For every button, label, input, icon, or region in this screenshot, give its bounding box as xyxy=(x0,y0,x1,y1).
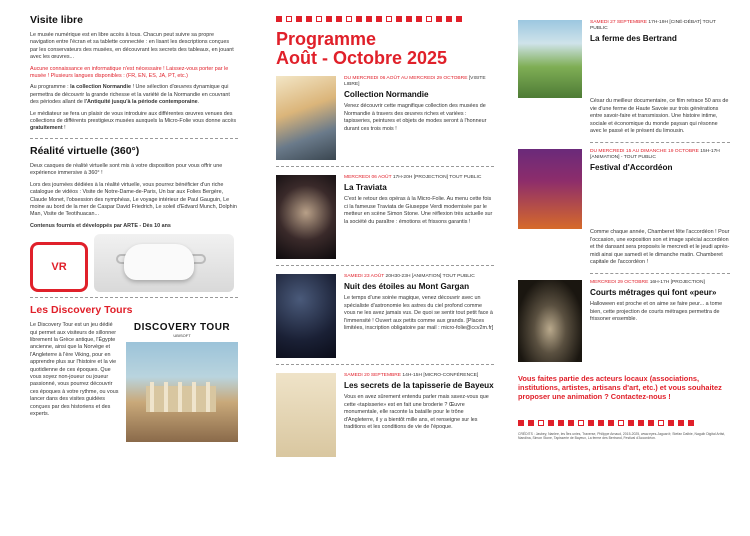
vr-visuals xyxy=(30,234,238,292)
event-date: MERCREDI 29 OCTOBRE 16H-17H [PROJECTION] xyxy=(590,279,705,285)
right-column xyxy=(508,0,750,536)
event-title: Courts métrages qui font «peur» xyxy=(590,287,717,297)
divider xyxy=(276,265,494,266)
divider xyxy=(30,297,238,298)
event-date: SAMEDI 23 AOÛT 20H30-23H [ANIMATION] TOUT PUBLIC xyxy=(344,274,475,279)
event-ferme-bertrand xyxy=(518,20,730,98)
event-image xyxy=(276,175,336,259)
visite-note: Aucune connaissance en informatique n'est nécessaire ! Laissez-vous porter par le musée ! Plusieurs langues disponibles : (FR, EN, ES, JA, PT, etc.) xyxy=(30,65,229,80)
event-text: César du meilleur documentaire, ce film retrace 50 ans de vie d'une ferme de Haute Savoie sur trois générations entre savoir-faire et transmission. Une histoire intime, sociale et économique du monde paysan qui résonne avec le passé et le présent du limousin. xyxy=(590,98,729,135)
vr-logo-icon xyxy=(30,242,88,292)
event-date: SAMEDI 20 SEPTEMBRE 14H-15H [MICRO-CONFÉRENCE] xyxy=(344,373,479,378)
event-traviata xyxy=(276,175,494,259)
event-text: Venez découvrir cette magnifique collection des musées de Normandie à travers des œuvres riches et variées : tapisseries, peintures et objets de modes seront à l'honneur durant ces trois mois ! xyxy=(344,103,487,132)
event-title: La ferme des Bertrand xyxy=(590,34,677,43)
decorative-squares xyxy=(276,16,494,22)
event-title: Festival d'Accordéon xyxy=(590,162,673,172)
event-text: Vous en avez sûrement entendu parler mais savez-vous que cette «tapisserie» est en fait une broderie ? Œuvre monumentale, elle raconte la bataille pour le trône d'Angleterre, il y a bientôt mille ans, et renseigne sur les traditions et les conditions de vie de l'époque. xyxy=(344,394,489,431)
discovery-tour-logo: DISCOVERY TOUR xyxy=(133,322,231,334)
event-title: Collection Normandie xyxy=(344,90,429,99)
programme-title: Programme Août - Octobre 2025 xyxy=(276,29,448,68)
decorative-squares xyxy=(518,420,730,426)
event-date: DU MERCREDI 15 AU DIMANCHE 19 OCTOBRE 15H-17H [ANIMATION] - TOUT PUBLIC xyxy=(590,148,720,160)
event-title: Les secrets de la tapisserie de Bayeux xyxy=(344,381,494,390)
event-image xyxy=(518,280,582,362)
event-text: Comme chaque année, Chamberet fête l'accordéon ! Pour l'occasion, une exposition son et image spécial accordéon et thé dansant sera proposés le mercredi et le jeudi après-midi ainsi que samedi et le dimanche matin. Chamberet capitale de l'accordéon ! xyxy=(590,228,730,266)
visite-libre-title: Visite libre xyxy=(30,14,83,26)
visite-programme: Au programme : la collection Normandie ! Une sélection d'œuvres dynamique qui permettra de découvrir la grande richesse et la variété de la Normandie en couvrant des périodes allant de l'Antiquité jusqu'à la période contemporaine. xyxy=(30,84,230,106)
event-title: Nuit des étoiles au Mont Gargan xyxy=(344,282,470,291)
middle-column xyxy=(258,0,502,536)
event-image xyxy=(276,373,336,457)
event-image xyxy=(518,149,582,229)
event-bayeux xyxy=(276,373,494,457)
vr-credit: Contenus fournis et développés par ARTE - Dès 10 ans xyxy=(30,222,171,229)
ubisoft-label: UBISOFT xyxy=(173,333,191,339)
discovery-tours-text: Le Discovery Tour est un jeu dédié qui permet aux visiteurs de sillonner librement la Grèce antique, l'Égypte ancienne, ainsi que la Norvège et l'Angleterre à l'ère Viking, pour en apprendre plus sur l'histoire et la vie quotidienne de ces époques. Que vous soyez non-joueur ou joueur passionné, vous pourrez découvrir ces époques à votre rythme, ou vous lancer dans des visites guidées conçues par des historiens et des experts. xyxy=(30,322,119,417)
event-date: MERCREDI 06 AOÛT 17H-20H [PROJECTION] TOUT PUBLIC xyxy=(344,175,482,180)
visite-mediateur: Le médiateur se fera un plaisir de vous introduire aux différentes œuvres venues des collections de différents prestigieux musées auxquels la Micro-Folie vous donne accès gratuitement ! xyxy=(30,110,237,132)
vr-headset-image xyxy=(94,234,234,292)
event-date: DU MERCREDI 06 AOÛT AU MERCREDI 29 OCTOBRE [VISITE LIBRE] xyxy=(344,76,486,87)
event-festival-accordeon xyxy=(518,149,730,229)
event-nuit-etoiles xyxy=(276,274,494,358)
visite-intro: Le musée numérique est en libre accès à tous. Chacun peut suivre sa propre navigation entre l'écran et sa tablette connectée : en lisant les descriptions conçues par les conservateurs des musées, en découvrant les secrets des tableaux, en jouant avec les œuvres... xyxy=(30,32,234,61)
divider xyxy=(30,138,238,139)
call-to-action: Vous faites partie des acteurs locaux (associations, institutions, artistes, artisans d'art, etc.) et vous souhaitez proposer une animation ? Contactez-nous ! xyxy=(518,373,722,402)
divider xyxy=(590,142,730,143)
vr-logo-text: VR xyxy=(51,261,67,274)
discovery-tour-image xyxy=(126,342,238,442)
event-title: La Traviata xyxy=(344,183,387,192)
event-text: Le temps d'une soirée magique, venez découvrir avec un spécialiste d'astronomie les astres du ciel profond comme vous ne les avez jamais vus. De quoi se sentir tout petit face à l'immensité ! Ouvert aux petits comme aux grands. [Places limitées, inscription obligatoire par mail : micro-folie@ccv2m.fr] xyxy=(344,295,494,332)
event-normandie xyxy=(276,76,494,160)
event-courts-metrages xyxy=(518,280,730,362)
vr-title: Réalité virtuelle (360°) xyxy=(30,144,140,157)
discovery-tours-block xyxy=(30,322,238,462)
event-image xyxy=(518,20,582,98)
event-text: Halloween est proche et on aime se faire peur... a tome bien, cette projection de courts métrages permettra de frissoner ensemble. xyxy=(590,300,723,323)
left-column xyxy=(0,0,250,536)
discovery-tour-visual xyxy=(126,322,238,462)
event-text: C'est le retour des opéras à la Micro-Folie. Au menu cette fois ci la fameuse Traviata de Giuseppe Verdi modernisée par le metteur en scène Simon Stone. Une réflexion très actuelle sur la société du paraître : émotions et frissons garantis ! xyxy=(344,196,493,225)
discovery-tours-title: Les Discovery Tours xyxy=(30,304,133,317)
credits: CRÉDITS : Jasbey, Nanlee, les Îles unies, Traverse, Philippe Arnaud, 2015-2025, www.eyes-Jaguar.fr, Stefan Dalbie, Naguib Digital Artist, Nandina, Simon Stone, Tapisserie de Bayeux, La ferme des Bertrand, Festival d'Accordéon. xyxy=(518,431,726,440)
event-image xyxy=(276,76,336,160)
vr-intro: Deux casques de réalité virtuelle sont mis à votre disposition pour vous offrir une expérience immersive à 360° ! xyxy=(30,162,223,177)
divider xyxy=(590,273,730,274)
event-date: SAMEDI 27 SEPTEMBRE 17H-19H [CINÉ-DÉBAT] TOUT PUBLIC xyxy=(590,20,716,31)
event-image xyxy=(276,274,336,358)
divider xyxy=(276,364,494,365)
divider xyxy=(276,166,494,167)
vr-catalogue: Lors des journées dédiées à la réalité virtuelle, vous pourrez bénéficier d'un riche catalogue de vidéos : Visite de Notre-Dame-de-Paris, Un bar aux Folies Bergère, Claude Monet, l'obsession des nymphéas, Le voyage intérieur de Paul Gauguin, Le moine au bord de la mer de Caspar David Friedrich, Le soleil d'Edvard Munch, Dolphin Man, Visite de Teotihuacan... xyxy=(30,181,237,218)
